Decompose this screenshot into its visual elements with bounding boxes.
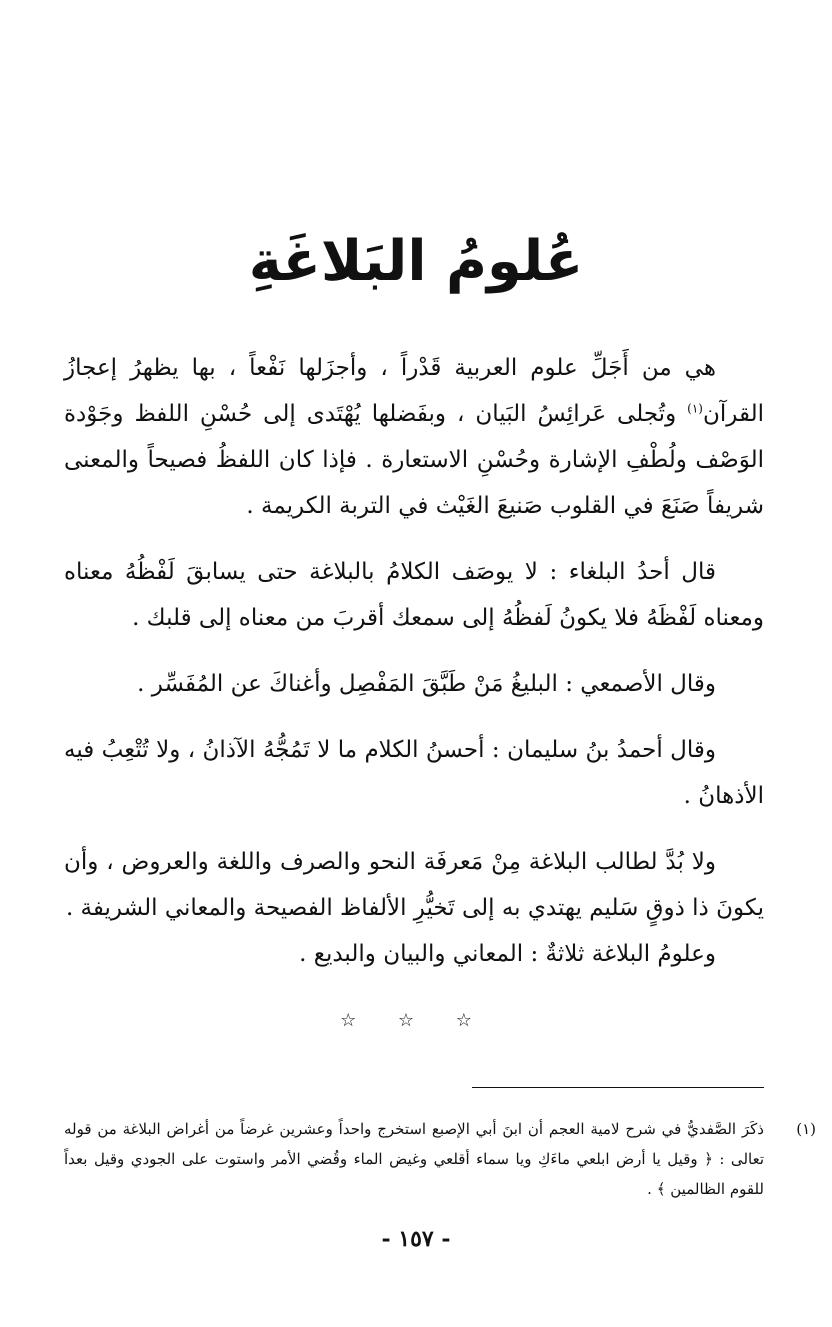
footnote-reference: (١) xyxy=(687,401,703,416)
paragraph-4: وقال أحمدُ بنُ سليمان : أحسنُ الكلام ما لا تَمُجُّهُ الآذانُ ، ولا تُتْعِبُ فيه الأذهانُ . xyxy=(64,737,764,809)
footnote-text: ذكَرَ الصَّفديُّ في شرح لامية العجم أن ابنَ أبي الإصبع استخرج واحداً وعشرين غرضاً من أغراض البلاغة من قوله تعالى : ﴿ وقيل يا أرض ابلعي ماءَكِ ويا سماء أقلعي وغيض الماء وقُضي الأمر واستوت على الجودي وقيل بعداً للقوم الظالمين ﴾ . xyxy=(64,1120,764,1198)
chapter-body xyxy=(64,345,764,977)
paragraph-1 xyxy=(64,345,764,529)
paragraph-1-text: هي من أَجَلِّ علوم العربية قَدْراً ، وأجزَلها نَفْعاً ، بها يظهرُ إعجازُ القرآن xyxy=(64,355,764,427)
paragraph-3: وقال الأصمعي : البليغُ مَنْ طَبَّقَ المَفْصِل وأغناكَ عن المُفَسِّر . xyxy=(137,671,716,697)
chapter-title: عُلومُ البَلاغَةِ xyxy=(248,229,584,294)
paragraph-5: ولا بُدَّ لطالب البلاغة مِنْ مَعرفَة النحو والصرف واللغة والعروض ، وأن يكونَ ذا ذوقٍ سَليم يهتدي به إلى تَخيُّرِ الألفاظ الفصيحة والمعاني الشريفة . xyxy=(64,849,764,921)
paragraph-1-continuation: وتُجلى عَرائِسُ البَيان ، وبفَضلها يُهْتَدى إلى حُسْنِ اللفظ وجَوْدة الوَصْف ولُطْفِ الإشارة وحُسْنِ الاستعارة . فإذا كان اللفظُ فصيحاً والمعنى شريفاً صَنَعَ في القلوب صَنيعَ الغَيْث في التربة الكريمة . xyxy=(64,401,764,519)
paragraph-6: وعلومُ البلاغة ثلاثةٌ : المعاني والبيان والبديع . xyxy=(299,941,716,967)
section-separator-stars: ☆ ☆ ☆ xyxy=(340,1010,490,1031)
paragraph-2: قال أحدُ البلغاء : لا يوصَف الكلامُ بالبلاغة حتى يسابقَ لَفْظُهُ معناه ومعناه لَفْظَهُ فلا يكونُ لَفظُهُ إلى سمعك أقربَ من معناه إلى قلبك . xyxy=(64,559,764,631)
footnote-number: (١) xyxy=(796,1120,816,1138)
page-number: - ١٥٧ - xyxy=(381,1226,451,1252)
footnote-divider xyxy=(472,1087,764,1088)
